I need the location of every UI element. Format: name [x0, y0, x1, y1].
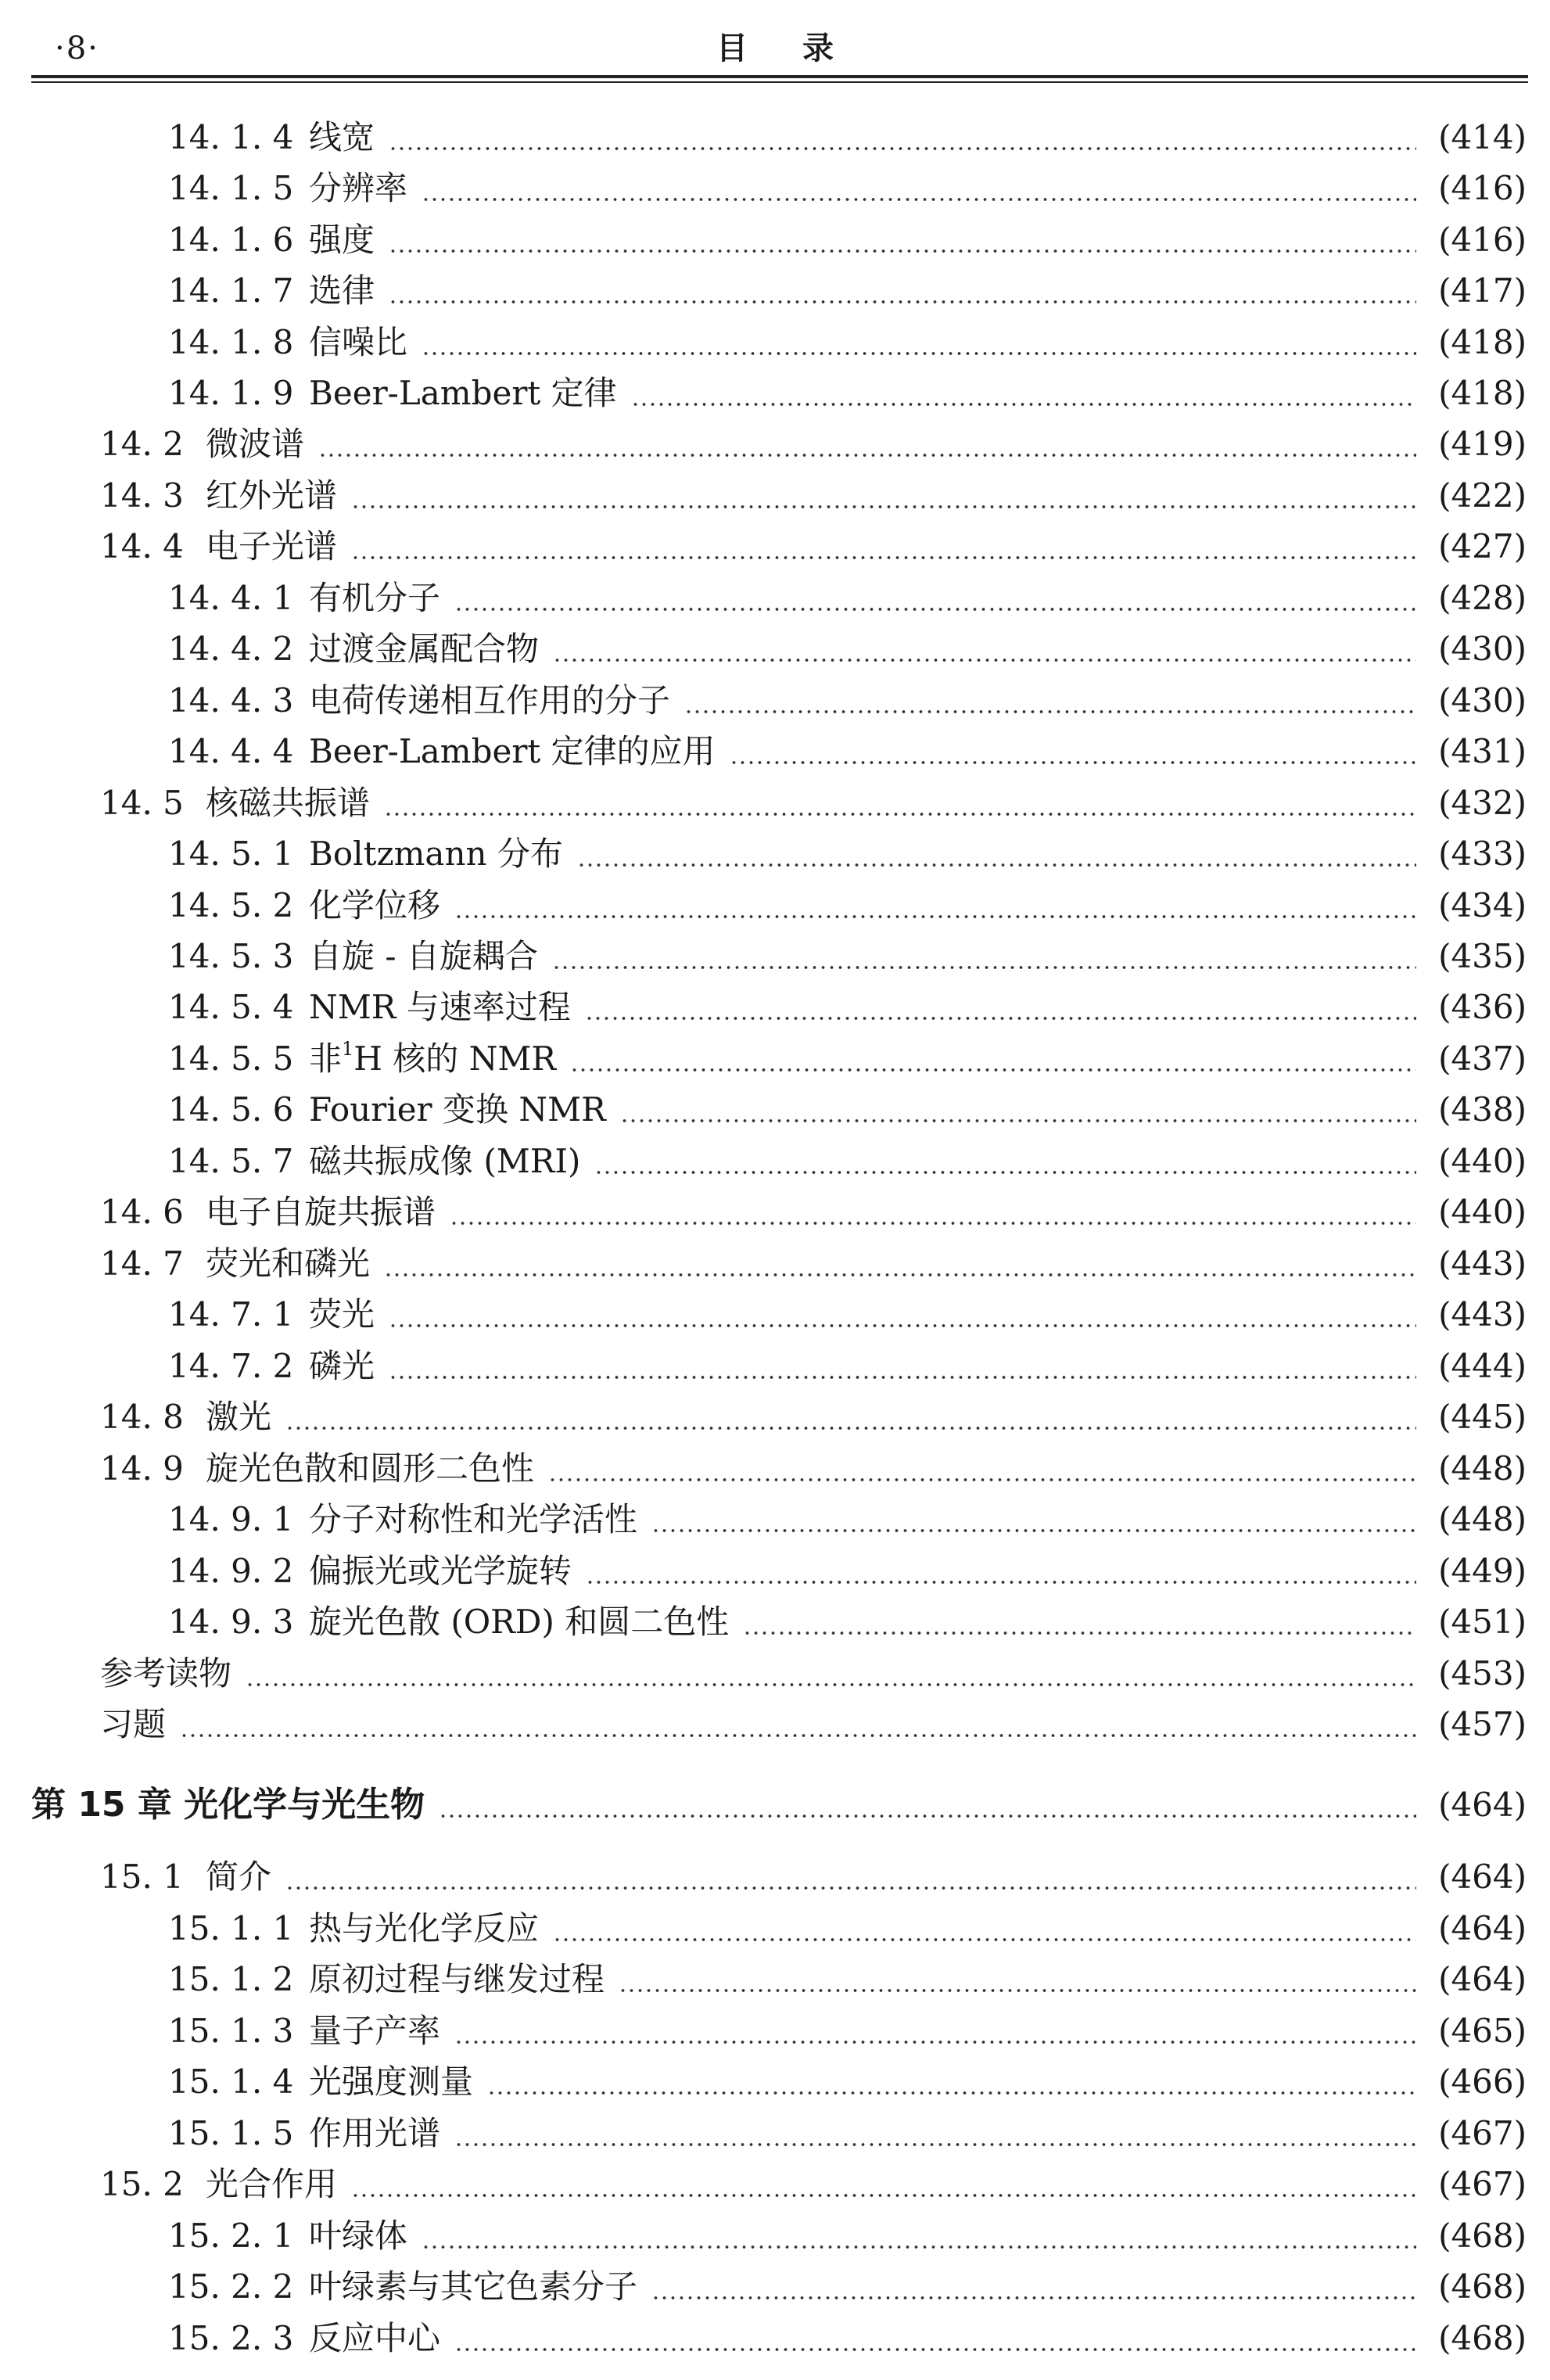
toc-entry[interactable] — [168, 165, 1527, 212]
entry-page: (427) — [1438, 527, 1527, 565]
entry-number: 14. 3 — [100, 476, 184, 515]
entry-page: (419) — [1438, 425, 1527, 463]
dot-leader — [553, 626, 1416, 673]
toc-entry[interactable] — [100, 1445, 1527, 1492]
toc-entry[interactable] — [168, 1496, 1527, 1543]
toc-entry[interactable] — [100, 421, 1527, 468]
entry-title: 热与光化学反应 — [309, 1909, 540, 1947]
entry-number: 14. 1. 6 — [168, 221, 294, 259]
entry-page: (448) — [1438, 1449, 1527, 1488]
toc-entry[interactable] — [100, 1240, 1527, 1287]
entry-title — [309, 1036, 565, 1082]
entry-page: (436) — [1438, 988, 1527, 1026]
entry-title: Beer-Lambert 定律的应用 — [309, 732, 716, 770]
entry-number: 15. 2. 1 — [168, 2217, 294, 2255]
dot-leader — [384, 1240, 1416, 1287]
entry-page: (434) — [1438, 886, 1527, 924]
entry-number: 15. 1 — [100, 1858, 184, 1896]
entry-title-suffix: H 核的 NMR — [353, 1039, 557, 1078]
entry-number: 14. 1. 9 — [168, 374, 294, 412]
dot-leader — [389, 114, 1416, 161]
toc-entry[interactable] — [168, 1138, 1527, 1185]
toc-entry[interactable] — [100, 1650, 1527, 1697]
toc-entry[interactable] — [168, 2263, 1527, 2310]
entry-number: 14. 5. 3 — [168, 937, 294, 975]
dot-leader — [180, 1701, 1416, 1748]
toc-entry[interactable] — [168, 2213, 1527, 2260]
entry-page: (418) — [1438, 323, 1527, 361]
entry-page: (431) — [1438, 732, 1527, 770]
entry-title: 分子对称性和光学活性 — [309, 1500, 638, 1538]
dot-leader — [246, 1650, 1416, 1697]
entry-number: 14. 5. 7 — [168, 1142, 294, 1180]
entry-title-superscript: 1 — [342, 1038, 354, 1060]
entry-number: 14. 5. 5 — [168, 1039, 294, 1078]
entry-title: 微波谱 — [206, 425, 305, 463]
entry-title: NMR 与速率过程 — [309, 988, 571, 1026]
dot-leader — [570, 1036, 1416, 1082]
entry-title: 磷光 — [309, 1347, 375, 1385]
entry-page: (448) — [1438, 1500, 1527, 1538]
toc-entry[interactable] — [168, 575, 1527, 622]
entry-page: (440) — [1438, 1193, 1527, 1231]
entry-title: 有机分子 — [309, 579, 441, 617]
entry-title: 简介 — [206, 1858, 272, 1896]
entry-page: (464) — [1438, 1960, 1527, 1998]
entry-title-prefix: 非 — [309, 1039, 343, 1078]
toc-entry[interactable] — [168, 728, 1527, 775]
entry-number: 15. 1. 2 — [168, 1960, 294, 1998]
entry-page: (453) — [1438, 1654, 1527, 1693]
entry-page: (468) — [1438, 2319, 1527, 2357]
entry-number: 14. 7. 2 — [168, 1347, 294, 1385]
entry-title: 原初过程与继发过程 — [309, 1960, 605, 1998]
dot-leader — [651, 2263, 1416, 2310]
entry-title: 强度 — [309, 221, 375, 259]
entry-number: 14. 7. 1 — [168, 1295, 294, 1334]
toc-entry[interactable] — [168, 1599, 1527, 1646]
toc-chapter-entry[interactable] — [31, 1782, 1527, 1829]
entry-page: (465) — [1438, 2012, 1527, 2050]
toc-entry[interactable] — [168, 114, 1527, 161]
entry-number: 14. 4 — [100, 527, 184, 565]
dot-leader — [454, 2110, 1416, 2157]
dot-leader — [454, 575, 1416, 622]
entry-number: 15. 2. 2 — [168, 2267, 294, 2306]
entry-page: (464) — [1438, 1858, 1527, 1896]
toc-entry[interactable] — [168, 1956, 1527, 2003]
entry-title: 线宽 — [309, 118, 375, 156]
toc-entry[interactable] — [100, 523, 1527, 570]
dot-leader — [620, 1086, 1416, 1133]
entry-number: 14. 1. 8 — [168, 323, 294, 361]
toc-entry[interactable] — [168, 2110, 1527, 2157]
entry-number: 14. 8 — [100, 1398, 184, 1436]
entry-page: (468) — [1438, 2217, 1527, 2255]
entry-page: (444) — [1438, 1347, 1527, 1385]
header-rule-thick — [31, 75, 1528, 78]
entry-number: 14. 9. 1 — [168, 1500, 294, 1538]
toc-entry[interactable] — [168, 2059, 1527, 2105]
dot-leader — [318, 421, 1416, 468]
entry-number: 14. 4. 1 — [168, 579, 294, 617]
toc-entry[interactable] — [168, 933, 1527, 980]
entry-title: 激光 — [206, 1398, 272, 1436]
entry-page: (430) — [1438, 630, 1527, 668]
dot-leader — [389, 1343, 1416, 1390]
entry-page: (464) — [1438, 1786, 1527, 1824]
entry-title: Fourier 变换 NMR — [309, 1090, 606, 1129]
toc-entry[interactable] — [168, 1905, 1527, 1952]
entry-number: 14. 5. 1 — [168, 835, 294, 873]
entry-number: 14. 1. 7 — [168, 271, 294, 310]
entry-title: 参考读物 — [100, 1654, 232, 1693]
entry-title: 习题 — [100, 1705, 167, 1743]
entry-number: 14. 1. 5 — [168, 169, 294, 207]
toc-entry[interactable] — [100, 2161, 1527, 2208]
entry-page: (468) — [1438, 2267, 1527, 2306]
toc-entry[interactable] — [168, 984, 1527, 1031]
entry-page: (418) — [1438, 374, 1527, 412]
entry-page: (422) — [1438, 476, 1527, 515]
dot-leader — [553, 1905, 1416, 1952]
dot-leader — [552, 933, 1416, 980]
dot-leader — [548, 1445, 1416, 1492]
entry-number: 15. 1. 3 — [168, 2012, 294, 2050]
toc-entry[interactable] — [168, 1086, 1527, 1133]
toc-entry[interactable] — [168, 882, 1527, 929]
dot-leader — [351, 523, 1416, 570]
dot-leader — [422, 2213, 1416, 2260]
toc-entry[interactable] — [168, 1343, 1527, 1390]
dot-leader — [439, 1782, 1416, 1829]
entry-title: 作用光谱 — [309, 2114, 441, 2152]
entry-title: Boltzmann 分布 — [309, 835, 563, 873]
entry-page: (443) — [1438, 1244, 1527, 1283]
dot-leader — [454, 882, 1416, 929]
entry-page: (416) — [1438, 169, 1527, 207]
toc-entry[interactable] — [168, 1036, 1527, 1082]
dot-leader — [730, 728, 1416, 775]
dot-leader — [454, 2008, 1416, 2055]
entry-page: (435) — [1438, 937, 1527, 975]
header-title: 目 录 — [716, 31, 856, 66]
entry-page: (433) — [1438, 835, 1527, 873]
entry-page: (466) — [1438, 2062, 1527, 2101]
entry-number: 15. 1. 5 — [168, 2114, 294, 2152]
entry-number: 14. 1. 4 — [168, 118, 294, 156]
entry-number: 14. 5. 2 — [168, 886, 294, 924]
entry-title: 电荷传递相互作用的分子 — [309, 681, 671, 720]
entry-title: 分辨率 — [309, 169, 408, 207]
entry-page: (440) — [1438, 1142, 1527, 1180]
entry-page: (449) — [1438, 1552, 1527, 1590]
entry-page: (417) — [1438, 271, 1527, 310]
entry-title: 电子光谱 — [206, 527, 338, 565]
toc-entry[interactable] — [168, 677, 1527, 724]
entry-number: 15. 2. 3 — [168, 2319, 294, 2357]
chapter-title: 第 15 章 光化学与光生物 — [31, 1785, 425, 1825]
entry-title: 电子自旋共振谱 — [206, 1193, 436, 1231]
entry-page: (467) — [1438, 2114, 1527, 2152]
entry-title: 荧光 — [309, 1295, 375, 1334]
dot-leader — [389, 267, 1416, 314]
entry-number: 14. 5. 4 — [168, 988, 294, 1026]
entry-number: 15. 1. 1 — [168, 1909, 294, 1947]
entry-page: (445) — [1438, 1398, 1527, 1436]
entry-page: (438) — [1438, 1090, 1527, 1129]
entry-page: (464) — [1438, 1909, 1527, 1947]
dot-leader — [684, 677, 1416, 724]
dot-leader — [743, 1599, 1416, 1646]
dot-leader — [285, 1854, 1416, 1901]
entry-title: 信噪比 — [309, 323, 408, 361]
toc-entry[interactable] — [168, 217, 1527, 264]
entry-title: 化学位移 — [309, 886, 441, 924]
entry-number: 14. 2 — [100, 425, 184, 463]
toc-entry[interactable] — [100, 472, 1527, 519]
dot-leader — [487, 2059, 1416, 2105]
toc-entry[interactable] — [168, 2315, 1527, 2362]
entry-title: 叶绿体 — [309, 2217, 408, 2255]
entry-page: (430) — [1438, 681, 1527, 720]
page-number: ·8· — [55, 31, 99, 66]
entry-title: 量子产率 — [309, 2012, 441, 2050]
entry-title: 光合作用 — [206, 2165, 338, 2203]
dot-leader — [389, 217, 1416, 264]
entry-title: 叶绿素与其它色素分子 — [309, 2267, 638, 2306]
dot-leader — [450, 1189, 1416, 1236]
entry-page: (437) — [1438, 1039, 1527, 1078]
header-rule-thin — [31, 81, 1528, 83]
toc-entry[interactable] — [168, 319, 1527, 366]
toc-entry[interactable] — [168, 2008, 1527, 2055]
entry-title: 旋光色散和圆形二色性 — [206, 1449, 535, 1488]
entry-page: (457) — [1438, 1705, 1527, 1743]
entry-page: (414) — [1438, 118, 1527, 156]
entry-page: (451) — [1438, 1603, 1527, 1641]
entry-title: 反应中心 — [309, 2319, 441, 2357]
entry-title: Beer-Lambert 定律 — [309, 374, 617, 412]
toc-entry[interactable] — [100, 1701, 1527, 1748]
toc-entry[interactable] — [168, 1548, 1527, 1595]
entry-page: (432) — [1438, 784, 1527, 822]
entry-number: 14. 6 — [100, 1193, 184, 1231]
entry-page: (428) — [1438, 579, 1527, 617]
toc-entry[interactable] — [168, 626, 1527, 673]
entry-title: 自旋 - 自旋耦合 — [309, 937, 538, 975]
entry-number: 15. 1. 4 — [168, 2062, 294, 2101]
toc-entry[interactable] — [168, 370, 1527, 417]
entry-number: 14. 4. 2 — [168, 630, 294, 668]
dot-leader — [351, 472, 1416, 519]
entry-title: 偏振光或光学旋转 — [309, 1552, 572, 1590]
dot-leader — [577, 831, 1416, 878]
dot-leader — [586, 1548, 1416, 1595]
entry-title: 光强度测量 — [309, 2062, 474, 2101]
dot-leader — [422, 319, 1416, 366]
dot-leader — [351, 2161, 1416, 2208]
entry-title: 红外光谱 — [206, 476, 338, 515]
entry-title: 核磁共振谱 — [206, 784, 371, 822]
entry-title: 磁共振成像 (MRI) — [309, 1142, 581, 1180]
dot-leader — [631, 370, 1416, 417]
entry-page: (443) — [1438, 1295, 1527, 1334]
toc-entry[interactable] — [168, 1291, 1527, 1338]
entry-title: 过渡金属配合物 — [309, 630, 540, 668]
entry-number: 14. 4. 4 — [168, 732, 294, 770]
dot-leader — [594, 1138, 1416, 1185]
entry-number: 14. 5. 6 — [168, 1090, 294, 1129]
entry-number: 14. 7 — [100, 1244, 184, 1283]
entry-title: 选律 — [309, 271, 375, 310]
dot-leader — [384, 780, 1416, 827]
entry-number: 14. 5 — [100, 784, 184, 822]
page-header — [0, 0, 1550, 81]
dot-leader — [389, 1291, 1416, 1338]
toc-entry[interactable] — [168, 831, 1527, 878]
entry-page: (416) — [1438, 221, 1527, 259]
dot-leader — [651, 1496, 1416, 1543]
dot-leader — [585, 984, 1416, 1031]
dot-leader — [454, 2315, 1416, 2362]
entry-number: 14. 9. 2 — [168, 1552, 294, 1590]
entry-page: (467) — [1438, 2165, 1527, 2203]
entry-title: 旋光色散 (ORD) 和圆二色性 — [309, 1603, 730, 1641]
entry-number: 15. 2 — [100, 2165, 184, 2203]
entry-number: 14. 4. 3 — [168, 681, 294, 720]
toc-entry[interactable] — [100, 1854, 1527, 1901]
toc-entry[interactable] — [100, 780, 1527, 827]
toc-entry[interactable] — [168, 267, 1527, 314]
entry-number: 14. 9. 3 — [168, 1603, 294, 1641]
toc-entry[interactable] — [100, 1189, 1527, 1236]
dot-leader — [619, 1956, 1416, 2003]
entry-title: 荧光和磷光 — [206, 1244, 371, 1283]
dot-leader — [285, 1394, 1416, 1441]
toc-entry[interactable] — [100, 1394, 1527, 1441]
dot-leader — [422, 165, 1416, 212]
entry-number: 14. 9 — [100, 1449, 184, 1488]
